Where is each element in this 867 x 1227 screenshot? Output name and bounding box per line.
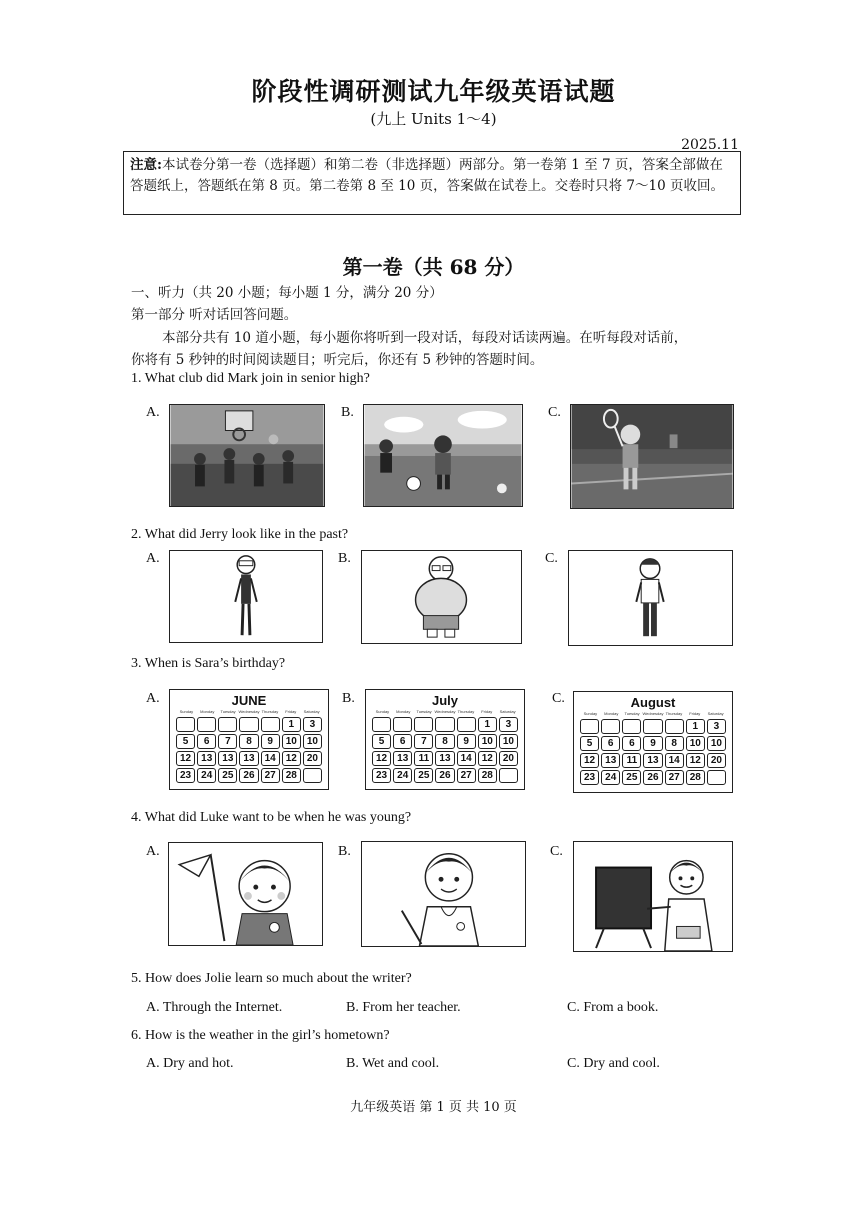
average-boy-illustration (569, 551, 732, 645)
calendar-day-cell (239, 717, 258, 732)
calendar-day-cell: 6 (622, 736, 641, 751)
calendar-day-cell: 6 (197, 734, 216, 749)
calendar-day-cell: 12 (282, 751, 301, 766)
question-6: 6. How is the weather in the girl’s hometown? (131, 1028, 390, 1043)
basketball-picture[interactable] (169, 404, 325, 507)
calendar-day-cell (665, 719, 684, 734)
calendar-day-cell: 28 (686, 770, 705, 785)
calendar-day-cell: 27 (665, 770, 684, 785)
heavy-boy-illustration (362, 551, 521, 643)
subpart-heading: 第一部分 听对话回答问题。 (131, 307, 298, 323)
calendar-day-cell: 12 (478, 751, 497, 766)
q4-option-a-label: A. (146, 844, 160, 859)
calendar-day-cell (643, 719, 662, 734)
question-2: 2. What did Jerry look like in the past? (131, 527, 349, 542)
doctor-illustration (362, 842, 525, 946)
calendar-weekdays: Sunday Monday Tuesday Wednesday Thursday Friday Saturday (375, 709, 516, 714)
calendar-day-cell (707, 770, 726, 785)
calendar-day-cell: 10 (303, 734, 322, 749)
heavy-boy-picture[interactable] (361, 550, 522, 644)
calendar-day-cell: 14 (261, 751, 280, 766)
calendar-day-cell: 12 (176, 751, 195, 766)
calendar-day-cell: 25 (622, 770, 641, 785)
notice-text: 本试卷分第一卷（选择题）和第二卷（非选择题）两部分。第一卷第 1 至 7 页，答案全部做在答题纸上，答题纸在第 8 页。第二卷第 8 至 10 页，答案做在试卷上。交卷时只将 7～10 页收回。 (130, 157, 724, 194)
calendar-day-cell (197, 717, 216, 732)
calendar-day-cell (393, 717, 412, 732)
exam-title: 阶段性调研测试九年级英语试题 (251, 77, 616, 106)
q5-option-c[interactable]: C. From a book. (567, 1000, 659, 1015)
calendar-day-cell: 12 (372, 751, 391, 766)
calendar-grid (176, 717, 322, 783)
calendar-day-cell: 25 (414, 768, 433, 783)
calendar-day-cell: 8 (665, 736, 684, 751)
doctor-picture[interactable] (361, 841, 526, 947)
notice-label: 注意: (130, 157, 162, 173)
calendar-day-cell: 1 (478, 717, 497, 732)
calendar-day-cell (218, 717, 237, 732)
calendar-day-cell: 5 (372, 734, 391, 749)
q1-option-a-label: A. (146, 405, 160, 420)
page-footer: 九年级英语 第 1 页 共 10 页 (350, 1100, 517, 1115)
calendar-day-cell (457, 717, 476, 732)
calendar-day-cell: 13 (197, 751, 216, 766)
calendar-day-cell: 27 (261, 768, 280, 783)
question-5: 5. How does Jolie learn so much about the writer? (131, 971, 412, 986)
q6-option-c[interactable]: C. Dry and cool. (567, 1056, 660, 1071)
q3-option-c-label: C. (552, 691, 565, 706)
calendar-day-cell: 8 (435, 734, 454, 749)
exam-date: 2025.11 (681, 137, 739, 153)
q6-option-a[interactable]: A. Dry and hot. (146, 1056, 234, 1071)
calendar-day-cell: 9 (261, 734, 280, 749)
calendar-day-cell (176, 717, 195, 732)
calendar-day-cell: 14 (665, 753, 684, 768)
calendar-day-cell: 10 (478, 734, 497, 749)
calendar-day-cell: 13 (239, 751, 258, 766)
calendar-day-cell: 13 (218, 751, 237, 766)
calendar-day-cell: 28 (478, 768, 497, 783)
calendar-day-cell: 12 (580, 753, 599, 768)
calendar-day-cell (580, 719, 599, 734)
calendar-day-cell: 7 (414, 734, 433, 749)
instruction-line-2: 你将有 5 秒钟的时间阅读题目；听完后，你还有 5 秒钟的答题时间。 (131, 352, 544, 368)
calendar-grid (580, 719, 726, 785)
calendar-day-cell: 23 (580, 770, 599, 785)
calendar-day-cell: 9 (643, 736, 662, 751)
calendar-month-title: August (630, 695, 676, 710)
calendar-day-cell: 5 (176, 734, 195, 749)
calendar-day-cell: 13 (393, 751, 412, 766)
calendar-day-cell (435, 717, 454, 732)
calendar-day-cell: 28 (282, 768, 301, 783)
calendar-day-cell: 11 (414, 751, 433, 766)
thin-boy-illustration (170, 551, 322, 642)
question-1: 1. What club did Mark join in senior high? (131, 371, 370, 386)
calendar-day-cell: 3 (707, 719, 726, 734)
calendar-weekdays: Sunday Monday Tuesday Wednesday Thursday Friday Saturday (179, 709, 320, 714)
calendar-day-cell: 3 (499, 717, 518, 732)
q1-option-c-label: C. (548, 405, 561, 420)
calendar-day-cell: 23 (176, 768, 195, 783)
calendar-day-cell: 6 (601, 736, 620, 751)
calendar-day-cell: 26 (239, 768, 258, 783)
calendar-june[interactable] (169, 689, 329, 790)
calendar-day-cell (622, 719, 641, 734)
calendar-day-cell: 24 (601, 770, 620, 785)
calendar-day-cell: 24 (393, 768, 412, 783)
q5-option-a[interactable]: A. Through the Internet. (146, 1000, 283, 1015)
average-boy-picture[interactable] (568, 550, 733, 646)
calendar-day-cell: 11 (622, 753, 641, 768)
calendar-day-cell: 10 (686, 736, 705, 751)
calendar-day-cell: 13 (643, 753, 662, 768)
q2-option-b-label: B. (338, 551, 351, 566)
calendar-day-cell: 20 (707, 753, 726, 768)
calendar-day-cell: 10 (282, 734, 301, 749)
calendar-day-cell (372, 717, 391, 732)
soccer-illustration (364, 405, 522, 506)
calendar-august[interactable] (573, 691, 733, 793)
exam-subtitle: (九上 Units 1～4) (370, 110, 497, 128)
calendar-day-cell: 10 (707, 736, 726, 751)
calendar-day-cell: 27 (457, 768, 476, 783)
calendar-grid (372, 717, 518, 783)
calendar-july[interactable] (365, 689, 525, 790)
calendar-day-cell: 7 (218, 734, 237, 749)
calendar-day-cell: 13 (435, 751, 454, 766)
calendar-day-cell (601, 719, 620, 734)
calendar-day-cell: 26 (435, 768, 454, 783)
calendar-day-cell: 23 (372, 768, 391, 783)
q2-option-c-label: C. (545, 551, 558, 566)
question-3: 3. When is Sara’s birthday? (131, 656, 286, 671)
calendar-day-cell (303, 768, 322, 783)
volume-title: 第一卷（共 68 分） (342, 255, 525, 279)
calendar-day-cell (261, 717, 280, 732)
teacher-illustration (574, 842, 732, 951)
calendar-day-cell: 14 (457, 751, 476, 766)
calendar-month-title: JUNE (231, 693, 267, 708)
soccer-picture[interactable] (363, 404, 523, 507)
q1-option-b-label: B. (341, 405, 354, 420)
question-4: 4. What did Luke want to be when he was young? (131, 810, 412, 825)
notice-box (123, 151, 741, 215)
calendar-day-cell: 6 (393, 734, 412, 749)
q2-option-a-label: A. (146, 551, 160, 566)
q3-option-b-label: B. (342, 691, 355, 706)
thin-boy-picture[interactable] (169, 550, 323, 643)
calendar-day-cell: 1 (282, 717, 301, 732)
calendar-day-cell: 26 (643, 770, 662, 785)
q5-option-b[interactable]: B. From her teacher. (346, 1000, 461, 1015)
q4-option-b-label: B. (338, 844, 351, 859)
tennis-picture[interactable] (570, 404, 734, 509)
calendar-weekdays: Sunday Monday Tuesday Wednesday Thursday Friday Saturday (583, 711, 724, 716)
q4-option-c-label: C. (550, 844, 563, 859)
calendar-day-cell: 9 (457, 734, 476, 749)
calendar-day-cell: 12 (686, 753, 705, 768)
calendar-day-cell: 25 (218, 768, 237, 783)
calendar-day-cell: 8 (239, 734, 258, 749)
teacher-picture[interactable] (573, 841, 733, 952)
tour-guide-illustration (169, 843, 322, 945)
calendar-day-cell: 1 (686, 719, 705, 734)
calendar-month-title: July (431, 693, 458, 708)
tour-guide-picture[interactable] (168, 842, 323, 946)
q3-option-a-label: A. (146, 691, 160, 706)
q6-option-b[interactable]: B. Wet and cool. (346, 1056, 440, 1071)
basketball-illustration (170, 405, 324, 506)
calendar-day-cell: 13 (601, 753, 620, 768)
calendar-day-cell: 3 (303, 717, 322, 732)
calendar-day-cell: 20 (499, 751, 518, 766)
calendar-day-cell: 5 (580, 736, 599, 751)
part-one-heading: 一、听力（共 20 小题；每小题 1 分，满分 20 分） (131, 285, 443, 301)
calendar-day-cell: 20 (303, 751, 322, 766)
calendar-day-cell (414, 717, 433, 732)
calendar-day-cell (499, 768, 518, 783)
calendar-day-cell: 10 (499, 734, 518, 749)
instruction-line-1: 本部分共有 10 道小题，每小题你将听到一段对话，每段对话读两遍。在听每段对话前， (162, 330, 688, 346)
calendar-day-cell: 24 (197, 768, 216, 783)
tennis-illustration (571, 405, 733, 508)
